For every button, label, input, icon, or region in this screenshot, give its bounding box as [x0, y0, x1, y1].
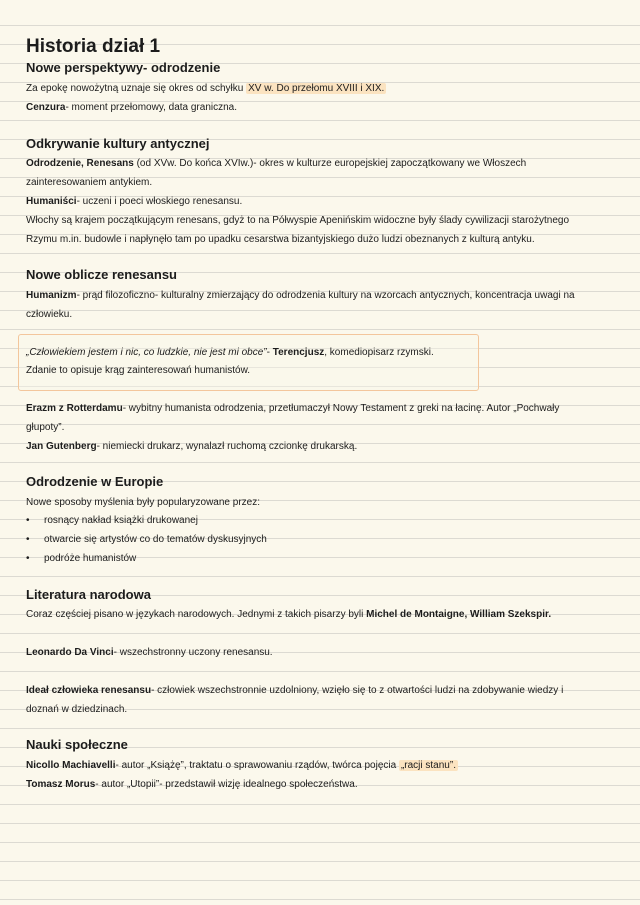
quote-author: Terencjusz	[272, 347, 325, 358]
quote-dash: -	[266, 347, 273, 358]
list-item-text: podróże humanistów	[44, 553, 137, 564]
definition-text: (od XVw. Do końca XVIw.)- okres w kulturze europejskiej zapoczątkowany we Włoszech	[133, 158, 527, 169]
bullet-icon: •	[26, 534, 30, 545]
term: Jan Gutenberg	[26, 441, 97, 452]
definition-da-vinci	[26, 643, 273, 662]
quote-text: „Człowiekiem jestem i nic, co ludzkie, nie jest mi obce”	[26, 347, 267, 358]
definition-text: - wszechstronny uczony renesansu.	[113, 647, 273, 658]
list-item-text: rosnący nakład książki drukowanej	[44, 515, 198, 526]
heading-odrodzenie-europa: Odrodzenie w Europie	[26, 474, 164, 489]
definition-text: - autor „Utopii”- przedstawił wizję idealnego społeczeństwa.	[95, 779, 358, 790]
definition-cenzura	[26, 98, 237, 117]
term: Cenzura	[26, 102, 66, 113]
quote-line	[26, 343, 434, 362]
term: Odrodzenie, Renesans	[26, 158, 134, 169]
definition-ideal-czlowieka	[26, 681, 563, 700]
heading-nowe-perspektywy: Nowe perspektywy- odrodzenie	[26, 60, 221, 75]
text-line: zainteresowaniem antykiem.	[26, 177, 153, 188]
heading-nauki-spoleczne: Nauki społeczne	[26, 737, 128, 752]
text-line: głupoty”.	[26, 422, 65, 433]
text-line: człowieku.	[26, 309, 73, 320]
quote-comment: Zdanie to opisuje krąg zainteresowań humanistów.	[26, 365, 251, 376]
definition-text: - niemiecki drukarz, wynalazł ruchomą czcionkę drukarską.	[96, 441, 358, 452]
definition-gutenberg	[26, 437, 357, 456]
heading-nowe-oblicze: Nowe oblicze renesansu	[26, 267, 177, 282]
term: Tomasz Morus	[26, 779, 96, 790]
text-line: Rzymu m.in. budowle i napłynęło tam po upadku cesarstwa bizantyjskiego dużo ludzi obeznanych z kulturą antyku.	[26, 234, 535, 245]
heading-literatura-narodowa: Literatura narodowa	[26, 587, 151, 602]
definition-odrodzenie	[26, 154, 526, 173]
definition-text: - autor „Książę”, traktatu o sprawowaniu rządów, twórca pojęcia	[115, 760, 397, 771]
definition-machiavelli	[26, 756, 458, 775]
term: Leonardo Da Vinci	[26, 647, 114, 658]
text-line: Nowe sposoby myślenia były popularyzowane przez:	[26, 497, 261, 508]
quote-author-desc: , komediopisarz rzymski.	[324, 347, 434, 358]
definition-text: - prąd filozoficzno- kulturalny zmierzający do odrodzenia kultury na wzorcach antycznych, koncentracja uwagi na	[76, 290, 575, 301]
highlight-racja-stanu: „racji stanu”.	[400, 760, 456, 771]
definition-morus	[26, 775, 358, 794]
definition-text: - moment przełomowy, data graniczna.	[65, 102, 238, 113]
definition-text: - uczeni i poeci włoskiego renesansu.	[76, 196, 243, 207]
text-authors: Michel de Montaigne, William Szekspir.	[366, 609, 552, 620]
term: Nicollo Machiavelli	[26, 760, 116, 771]
list-item-text: otwarcie się artystów co do tematów dyskusyjnych	[44, 534, 267, 545]
bullet-icon: •	[26, 515, 30, 526]
heading-kultura-antyczna: Odkrywanie kultury antycznej	[26, 136, 210, 151]
text-segment: Za epokę nowożytną uznaje się okres od schyłku	[26, 83, 244, 94]
term: Ideał człowieka renesansu	[26, 685, 152, 696]
definition-text: - wybitny humanista odrodzenia, przetłumaczył Nowy Testament z greki na łacinę. Autor „Pochwały	[122, 403, 560, 414]
text-line: doznań w dziedzinach.	[26, 704, 128, 715]
text-line: Włochy są krajem początkującym renesans, gdyż to na Półwyspie Apenińskim widoczne były ślady cywilizacji starożytnego	[26, 215, 570, 226]
text-epoka-nowozytna	[26, 79, 386, 98]
definition-humanisci	[26, 192, 242, 211]
term: Erazm z Rotterdamu	[26, 403, 123, 414]
definition-text: - człowiek wszechstronnie uzdolniony, wzięło się to z otwartości ludzi na zdobywanie wiedzy i	[151, 685, 564, 696]
page-title: Historia dział 1	[26, 36, 161, 57]
text-segment: Coraz częściej pisano w językach narodowych. Jednymi z takich pisarzy byli	[26, 609, 367, 620]
definition-humanizm	[26, 286, 575, 305]
text-literatura	[26, 605, 551, 624]
term: Humanizm	[26, 290, 77, 301]
definition-erazm	[26, 399, 559, 418]
bullet-icon: •	[26, 553, 30, 564]
term: Humaniści	[26, 196, 77, 207]
highlight-date-range: XV w. Do przełomu XVIII i XIX.	[248, 83, 385, 94]
